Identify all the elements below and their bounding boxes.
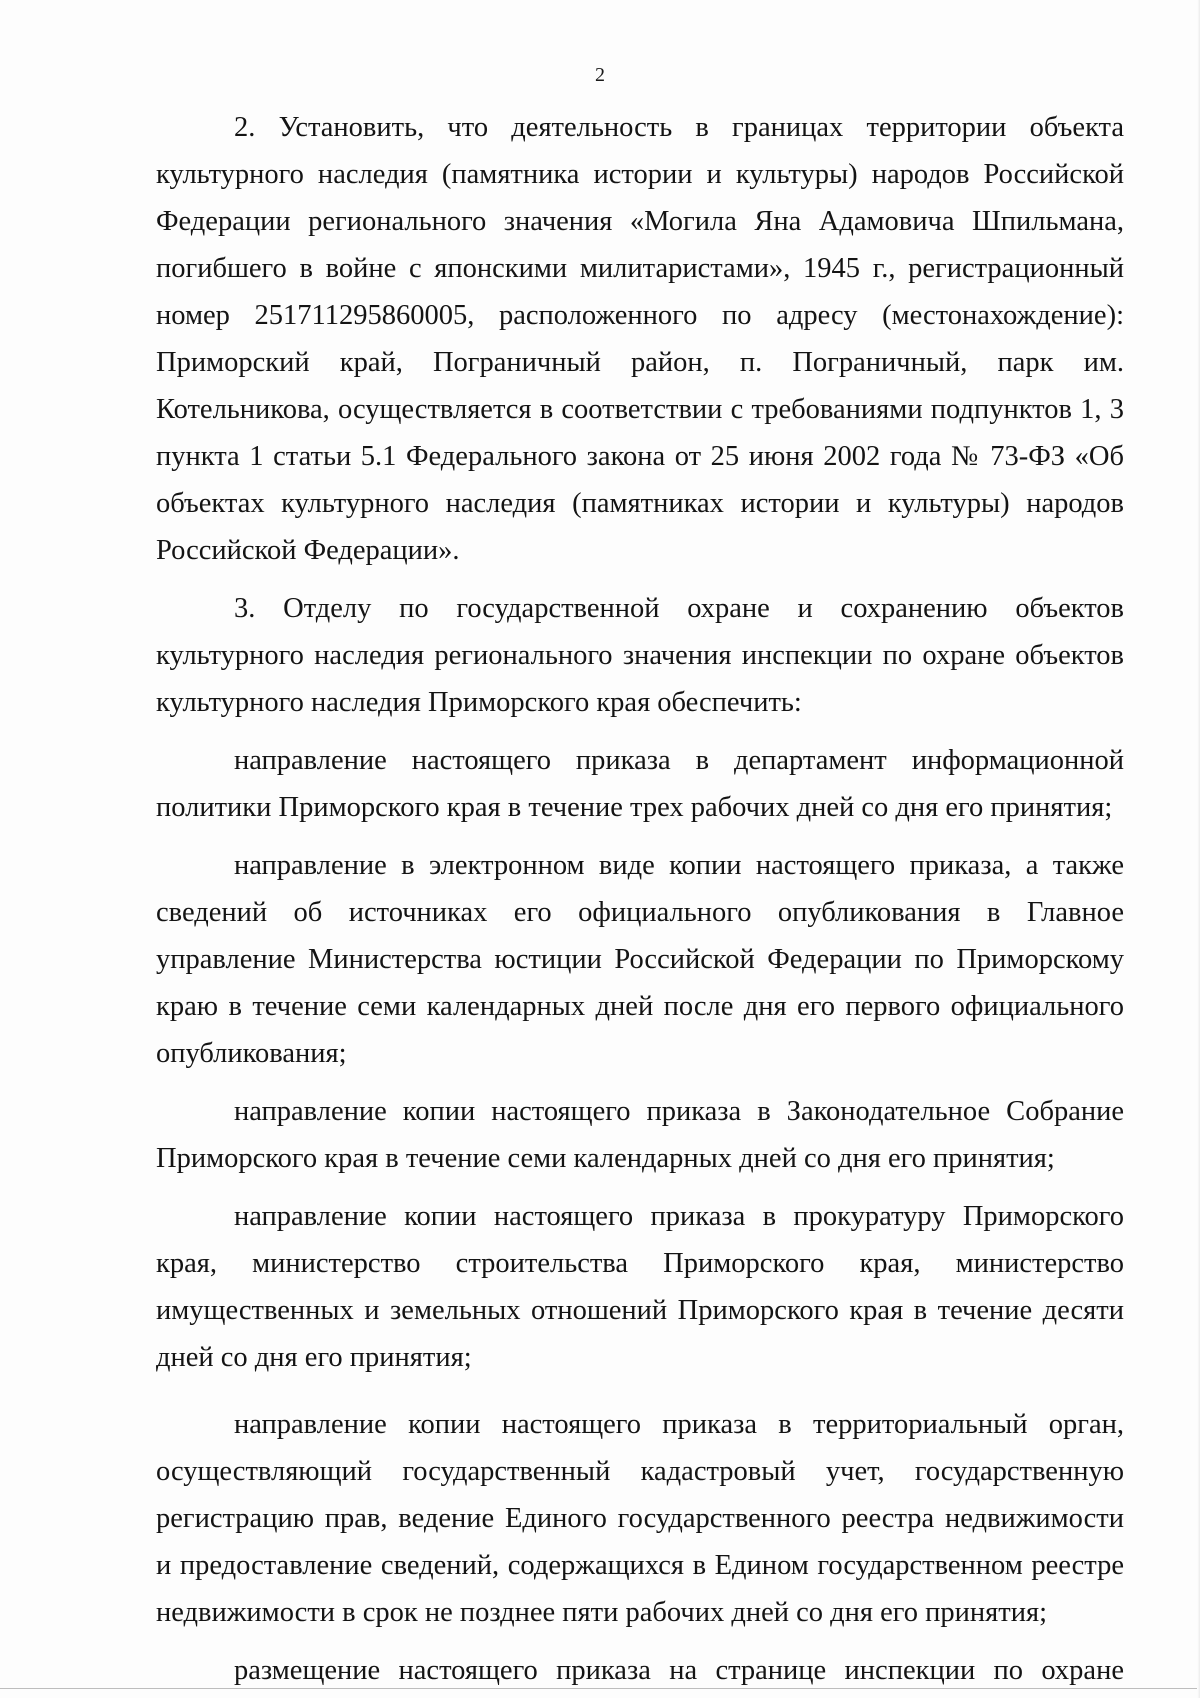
paragraph-item-3: 3. Отделу по государственной охране и сохранению объектов культурного наследия регионального значения инспекции по охране объектов культурного наследия Приморского края обеспечить: bbox=[156, 593, 1124, 718]
paragraph-ministry-of-justice: направление в электронном виде копии настоящего приказа, а также сведений об источниках его официального опубликования в Главное управление Министерства юстиции Российской Федерации по Приморскому краю в течение семи календарных дней после дня его первого официального опубликования; bbox=[156, 850, 1124, 1069]
document-body bbox=[156, 104, 1124, 1694]
paragraph-info-policy-dept: направление настоящего приказа в департамент информационной политики Приморского края в течение трех рабочих дней со дня его принятия; bbox=[156, 745, 1124, 823]
paragraph-legislative-assembly: направление копии настоящего приказа в Законодательное Собрание Приморского края в течение семи календарных дней со дня его принятия; bbox=[156, 1096, 1124, 1174]
paragraph-prosecutor-office: направление копии настоящего приказа в прокуратуру Приморского края, министерство строительства Приморского края, министерство имущественных и земельных отношений Приморского края в течение десяти дней со дня его принятия; bbox=[156, 1201, 1124, 1373]
paragraph-cadastral-authority: направление копии настоящего приказа в территориальный орган, осуществляющий государственный кадастровый учет, государственную регистрацию прав, ведение Единого государственного реестра недвижимости и предоставление сведений, содержащихся в Едином государственном реестре недвижимости в срок не позднее пяти рабочих дней со дня его принятия; bbox=[156, 1409, 1124, 1628]
scan-edge-bottom bbox=[0, 1688, 1200, 1689]
paragraph-publication-page: размещение настоящего приказа на странице инспекции по охране bbox=[234, 1655, 1124, 1686]
paragraph-item-2: 2. Установить, что деятельность в границах территории объекта культурного наследия (памятника истории и культуры) народов Российской Федерации регионального значения «Могила Яна Адамовича Шпильмана, погибшего в войне с японскими милитаристами», 1945 г., регистрационный номер 251711295860005, расположенного по адресу (местонахождение): Приморский край, Пограничный район, п. Пограничный, парк им. Котельникова, осуществляется в соответствии с требованиями подпунктов 1, 3 пункта 1 статьи 5.1 Федерального закона от 25 июня 2002 года № 73-ФЗ «Об объектах культурного наследия (памятниках истории и культуры) народов Российской Федерации». bbox=[156, 112, 1124, 566]
page-number: 2 bbox=[595, 64, 605, 86]
